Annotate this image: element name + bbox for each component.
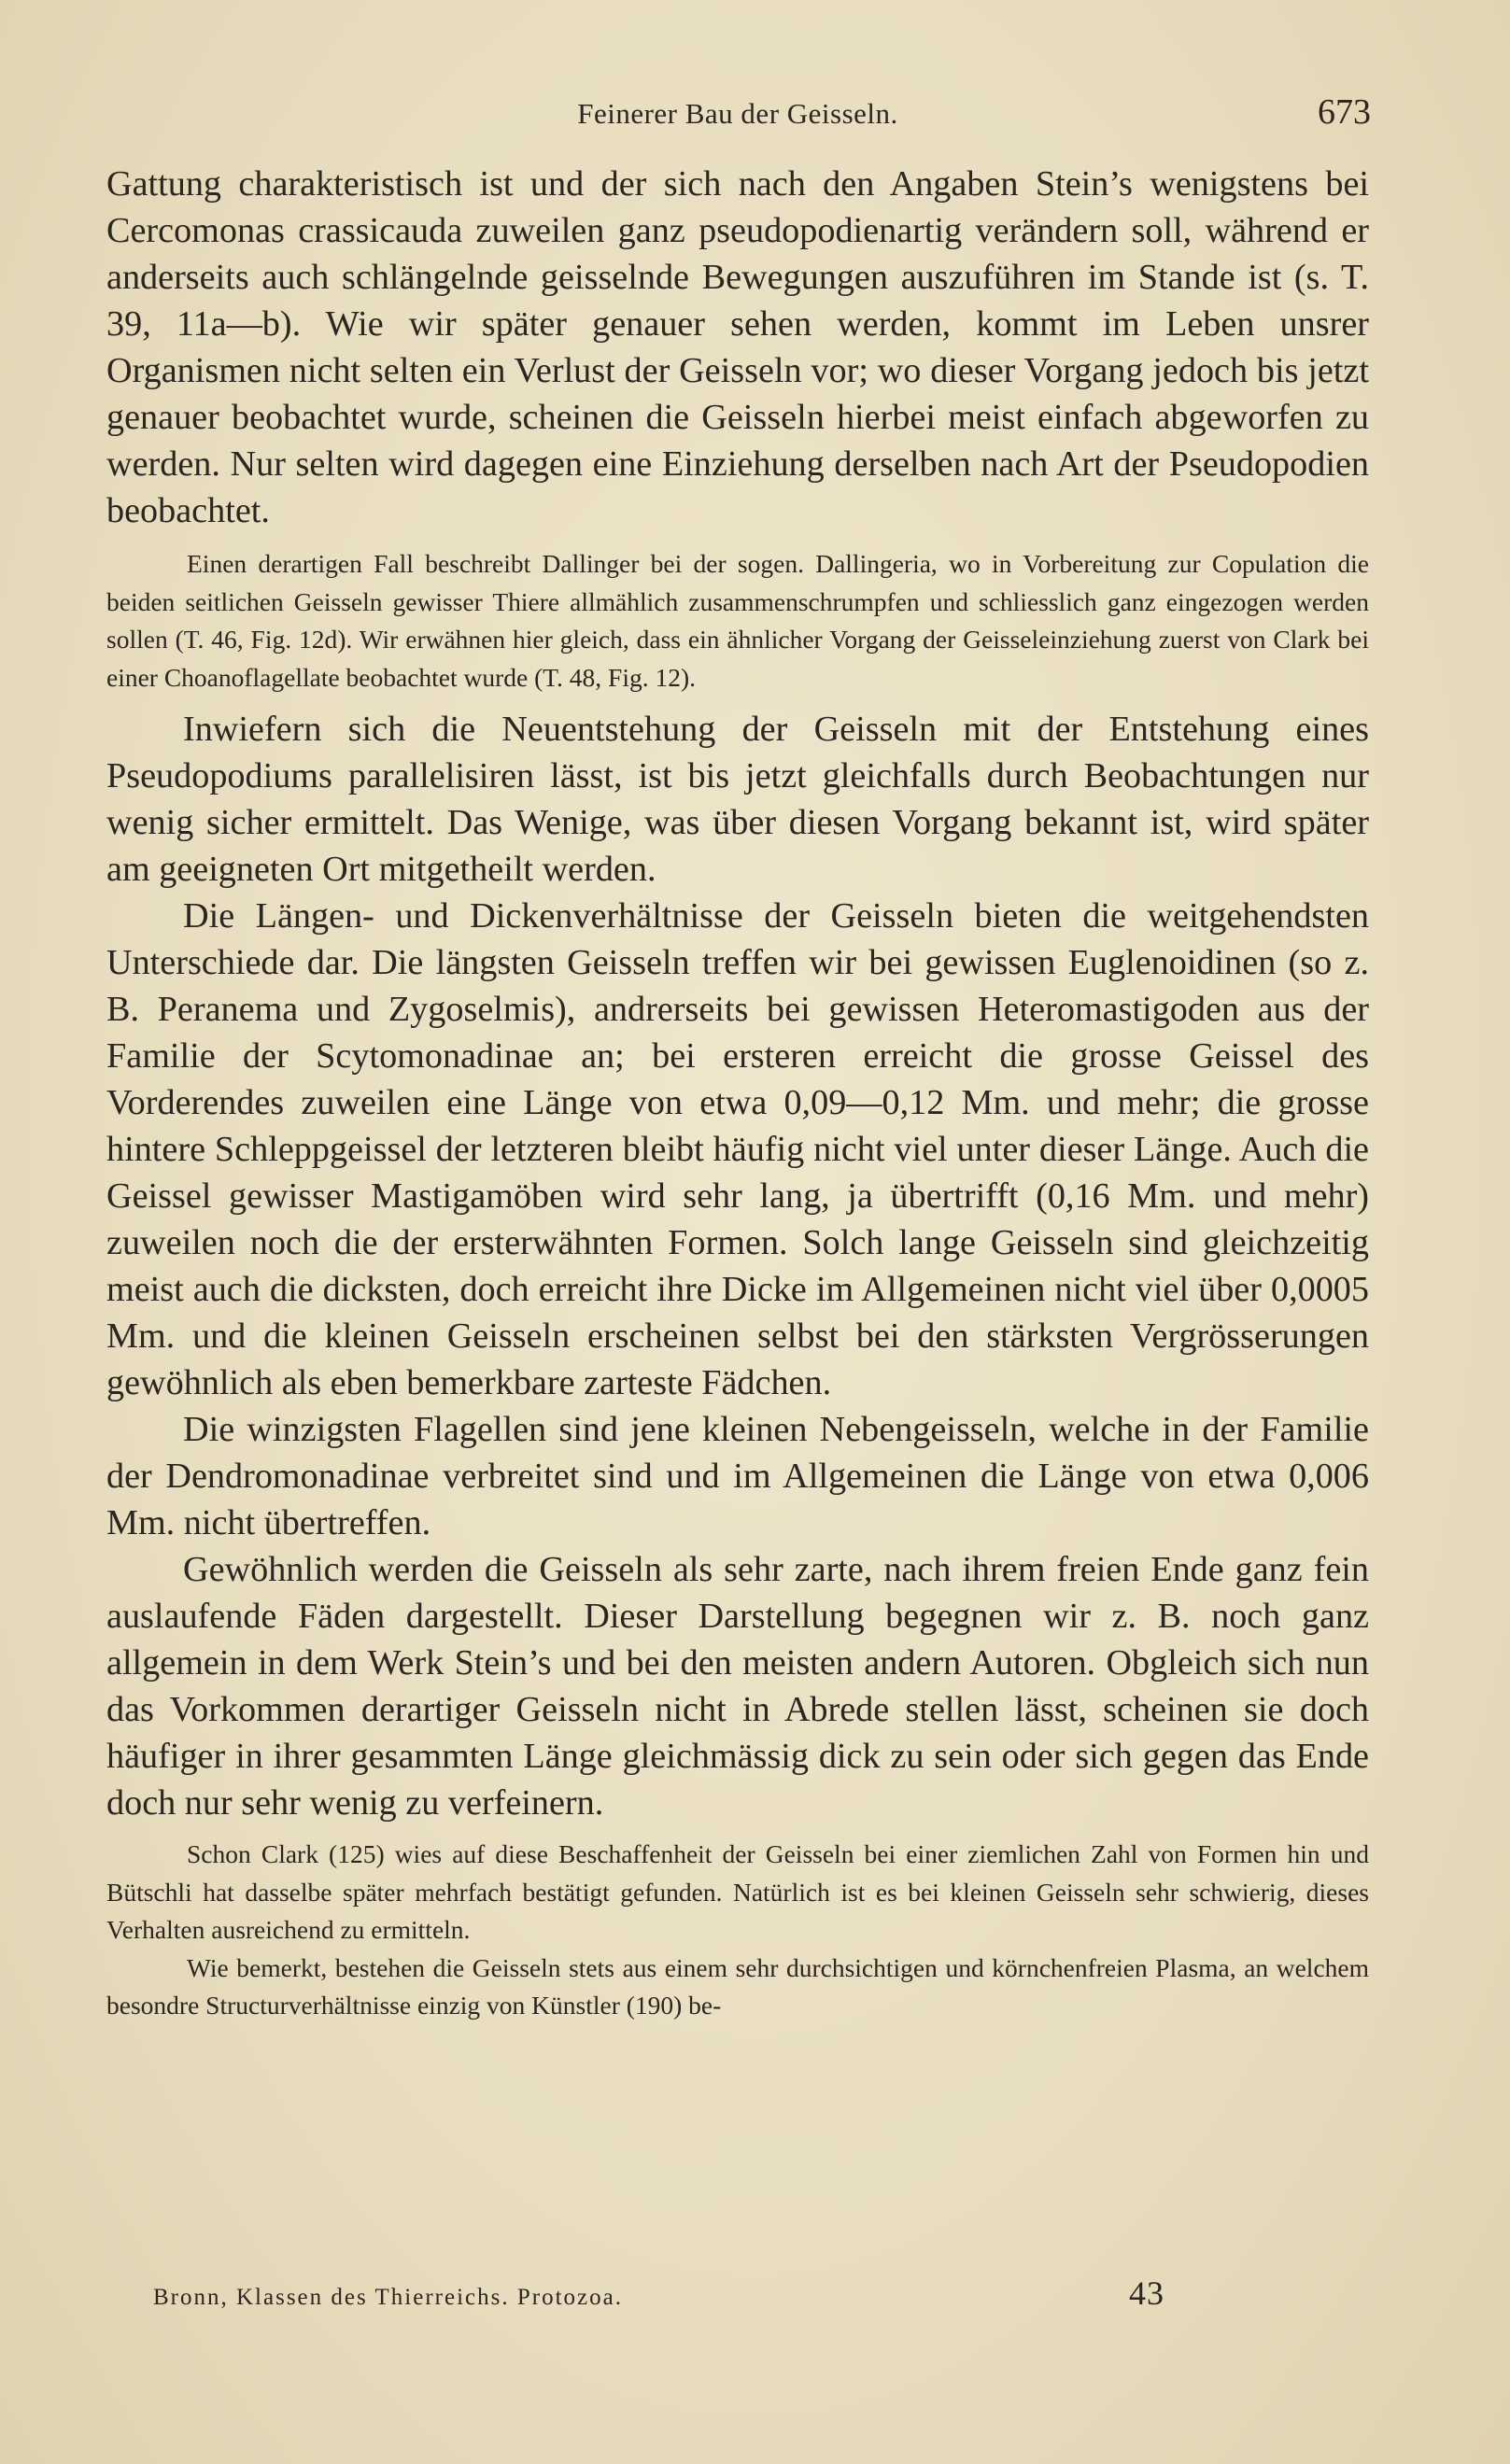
paragraph-nebengeisseln: Die winzigsten Flagellen sind jene kleinen Nebengeisseln, welche in der Familie der Dendromonadinae verbreitet sind und im Allgemeinen die Länge von etwa 0,006 Mm. nicht übertreffen.	[106, 1410, 1369, 1542]
sheet-number: 43	[1129, 2274, 1164, 2312]
body-text	[106, 161, 1369, 2025]
note-dallingeria: Einen derartigen Fall beschreibt Dallinger bei der sogen. Dallingeria, wo in Vorbereitung zur Copulation die beiden seitlichen Geisseln gewisser Thiere allmählich zusammenschrumpfen und schliesslich ganz eingezogen werden sollen (T. 46, Fig. 12d). Wir erwähnen hier gleich, dass ein ähnlicher Vorgang der Geisseleinziehung zuerst von Clark bei einer Choanoflagellate beobachtet wurde (T. 48, Fig. 12).	[106, 549, 1369, 692]
footer-signature: Bronn, Klassen des Thierreichs. Protozoa.	[153, 2285, 623, 2310]
note-clark: Schon Clark (125) wies auf diese Beschaffenheit der Geisseln bei einer ziemlichen Zahl von Formen hin und Bütschli hat dasselbe später mehrfach bestätigt gefunden. Natürlich ist es bei kleinen Geisseln sehr schwierig, dieses Verhalten ausreichend zu ermitteln.	[106, 1839, 1369, 1944]
page-footer	[153, 2274, 1180, 2320]
running-header	[105, 92, 1371, 138]
paragraph-gewoehnlich: Gewöhnlich werden die Geisseln als sehr zarte, nach ihrem freien Ende ganz fein auslaufende Fäden dargestellt. Dieser Darstellung begegnen wir z. B. noch ganz allgemein in dem Werk Stein’s und bei den meisten andern Autoren. Obgleich sich nun das Vorkommen derartiger Geisseln nicht in Abrede stellen lässt, scheinen sie doch häufiger in ihrer gesammten Länge gleichmässig dick zu sein oder sich gegen das Ende doch nur sehr wenig zu verfeinern.	[106, 1550, 1369, 1823]
note-plasma: Wie bemerkt, bestehen die Geisseln stets aus einem sehr durchsichtigen und körnchenfreien Plasma, an welchem besondre Structurverhältnisse einzig von Künstler (190) be-	[106, 1952, 1369, 2020]
page-number: 673	[1318, 92, 1371, 132]
paragraph-continuation: Gattung charakteristisch ist und der sich nach den Angaben Stein’s wenigstens bei Cercomonas crassicauda zuweilen ganz pseudopodienartig verändern soll, während er anderseits auch schlängelnde geisselnde Bewegungen auszuführen im Stande ist (s. T. 39, 11a—b). Wie wir später genauer sehen werden, kommt im Leben unsrer Organismen nicht selten ein Verlust der Geisseln vor; wo dieser Vorgang jedoch bis jetzt genauer beobachtet wurde, scheinen die Geisseln hierbei meist einfach abgeworfen zu werden. Nur selten wird dagegen eine Einziehung derselben nach Art der Pseudopodien beobachtet.	[106, 164, 1369, 530]
paragraph-laengen-dicken: Die Längen- und Dickenverhältnisse der Geisseln bieten die weitgehendsten Unterschiede dar. Die längsten Geisseln treffen wir bei gewissen Euglenoidinen (so z. B. Peranema und Zygoselmis), andrerseits bei gewissen Heteromastigoden aus der Familie der Scytomonadinae an; bei ersteren erreicht die grosse Geissel des Vorderendes zuweilen eine Länge von etwa 0,09—0,12 Mm. und mehr; die grosse hintere Schleppgeissel der letzteren bleibt häufig nicht viel unter dieser Länge. Auch die Geissel gewisser Mastigamöben wird sehr lang, ja übertrifft (0,16 Mm. und mehr) zuweilen noch die der ersterwähnten Formen. Solch lange Geisseln sind gleichzeitig meist auch die dicksten, doch erreicht ihre Dicke im Allgemeinen nicht viel über 0,0005 Mm. und die kleinen Geisseln erscheinen selbst bei den stärksten Vergrösserungen gewöhnlich als eben bemerkbare zarteste Fädchen.	[106, 896, 1369, 1402]
running-title: Feinerer Bau der Geisseln.	[577, 97, 898, 130]
paragraph-neuentstehung: Inwiefern sich die Neuentstehung der Geisseln mit der Entstehung eines Pseudopodiums parallelisiren lässt, ist bis jetzt gleichfalls durch Beobachtungen nur wenig sicher ermittelt. Das Wenige, was über diesen Vorgang bekannt ist, wird später am geeigneten Ort mitgetheilt werden.	[106, 710, 1369, 889]
